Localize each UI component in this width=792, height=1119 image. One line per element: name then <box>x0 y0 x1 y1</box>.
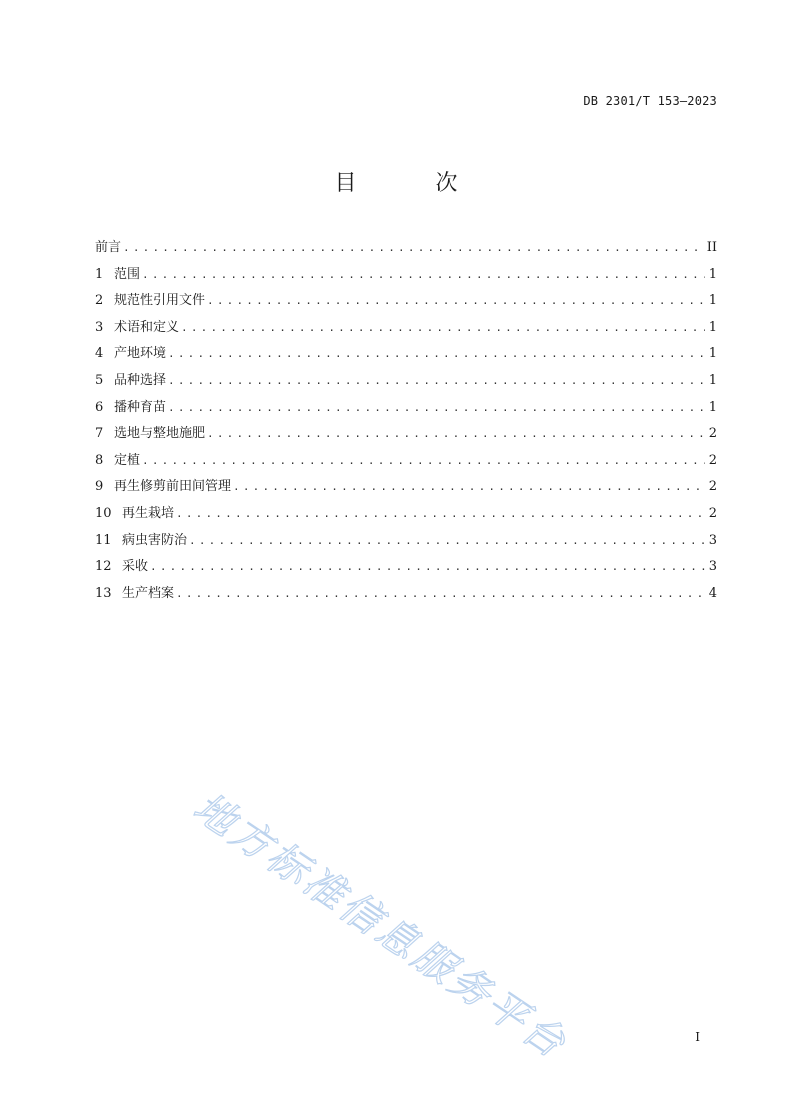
toc-entry-number: 6 <box>95 399 104 415</box>
toc-entry-number: 5 <box>95 372 104 388</box>
toc-entry-1[interactable] <box>95 263 717 290</box>
toc-entry-page: 2 <box>708 426 717 442</box>
toc-entry-label: 播种育苗 <box>114 399 167 415</box>
toc-leader-dots <box>168 401 705 414</box>
toc-entry-preface[interactable] <box>95 236 717 263</box>
toc-entry-label: 前言 <box>95 240 122 255</box>
toc-entry-number: 7 <box>95 426 104 442</box>
document-code: DB 2301/T 153—2023 <box>583 94 717 108</box>
toc-entry-page: 1 <box>708 399 717 415</box>
toc-entry-12[interactable] <box>95 555 717 582</box>
toc-entry-label: 产地环境 <box>114 346 167 362</box>
toc-leader-dots <box>181 321 705 334</box>
toc-leader-dots <box>189 534 705 547</box>
toc-leader-dots <box>207 294 705 307</box>
toc-entry-label: 定植 <box>114 452 141 468</box>
watermark: 地方标准信息服务平台 <box>185 784 576 1069</box>
toc-entry-number: 8 <box>95 452 104 468</box>
toc-leader-dots <box>168 347 705 360</box>
toc-entry-page: 1 <box>708 293 717 309</box>
toc-entry-label: 再生修剪前田间管理 <box>114 479 232 495</box>
toc-entry-10[interactable] <box>95 502 717 529</box>
toc-entry-label: 病虫害防治 <box>122 532 188 548</box>
toc-entry-9[interactable] <box>95 475 717 502</box>
toc-entry-label: 选地与整地施肥 <box>114 426 206 442</box>
toc-entry-2[interactable] <box>95 289 717 316</box>
toc-leader-dots <box>168 374 705 387</box>
toc-entry-number: 1 <box>95 266 104 282</box>
toc-leader-dots <box>142 268 705 281</box>
toc-entry-7[interactable] <box>95 422 717 449</box>
toc-leader-dots <box>207 427 705 440</box>
toc-entry-number: 4 <box>95 346 104 362</box>
toc-entry-number: 3 <box>95 319 104 335</box>
toc-entry-6[interactable] <box>95 396 717 423</box>
toc-entry-3[interactable] <box>95 316 717 343</box>
toc-entry-number: 9 <box>95 479 104 495</box>
toc-entry-page: 2 <box>708 505 717 521</box>
toc-entry-label: 术语和定义 <box>114 319 180 335</box>
toc-entry-8[interactable] <box>95 449 717 476</box>
toc-entry-page: 3 <box>708 532 717 548</box>
toc-entry-number: 13 <box>95 585 112 601</box>
toc-entry-4[interactable] <box>95 342 717 369</box>
toc-entry-page: 1 <box>708 319 717 335</box>
toc-leader-dots <box>176 587 705 600</box>
toc-leader-dots <box>233 480 705 493</box>
toc-entry-page: 2 <box>708 479 717 495</box>
toc-entry-page: 2 <box>708 452 717 468</box>
toc-entry-label: 生产档案 <box>122 585 175 601</box>
toc-entry-label: 再生栽培 <box>122 505 175 521</box>
toc-entry-11[interactable] <box>95 529 717 556</box>
toc-entry-label: 范围 <box>114 266 141 282</box>
toc-entry-number: 2 <box>95 293 104 309</box>
table-of-contents <box>95 236 717 608</box>
toc-entry-page: II <box>706 240 717 255</box>
toc-entry-page: 3 <box>708 559 717 575</box>
toc-title: 目 次 <box>334 171 494 196</box>
toc-leader-dots <box>142 454 705 467</box>
toc-entry-13[interactable] <box>95 582 717 609</box>
page-number: I <box>695 1030 700 1044</box>
toc-entry-page: 1 <box>708 372 717 388</box>
toc-leader-dots <box>150 560 705 573</box>
toc-entry-label: 规范性引用文件 <box>114 293 206 309</box>
toc-entry-label: 采收 <box>122 559 149 575</box>
toc-entry-label: 品种选择 <box>114 372 167 388</box>
toc-leader-dots <box>123 241 705 254</box>
toc-entry-5[interactable] <box>95 369 717 396</box>
toc-entry-number: 10 <box>95 505 112 521</box>
toc-leader-dots <box>176 507 705 520</box>
toc-entry-number: 11 <box>95 532 112 548</box>
toc-entry-number: 12 <box>95 559 112 575</box>
toc-entry-page: 4 <box>708 585 717 601</box>
toc-entry-page: 1 <box>708 266 717 282</box>
toc-entry-page: 1 <box>708 346 717 362</box>
